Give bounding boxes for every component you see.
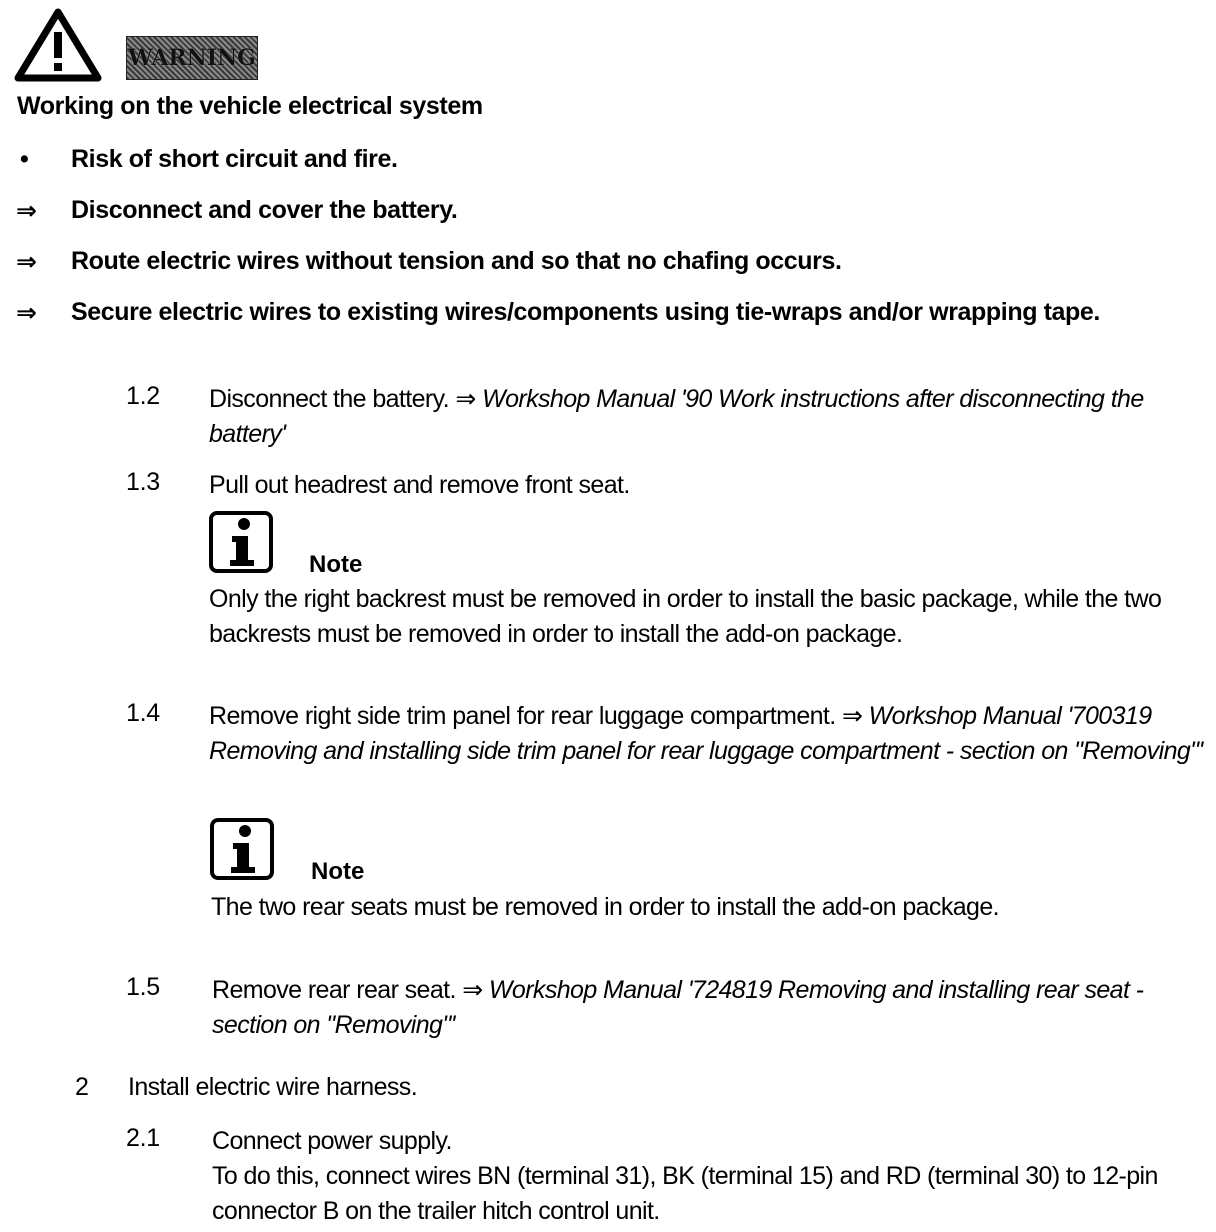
warning-item-text: Secure electric wires to existing wires/components using tie-wraps and/or wrapping tape. — [71, 298, 1100, 326]
step-body — [209, 699, 1214, 769]
step-text: Disconnect the battery. — [209, 385, 450, 413]
step-body — [209, 382, 1209, 452]
info-icon — [208, 510, 274, 574]
warning-item — [0, 145, 1216, 181]
workshop-manual-link[interactable]: ⇒ Workshop Manual '700319 Removing and installing side trim panel for rear luggage compartment - section on "Removing"' — [209, 702, 1203, 765]
workshop-manual-link[interactable]: ⇒ Workshop Manual '724819 Removing and installing rear seat - section on "Removing"' — [212, 976, 1144, 1039]
workshop-manual-link[interactable]: ⇒ Workshop Manual '90 Work instructions after disconnecting the battery' — [209, 385, 1144, 448]
arrow-icon: ⇒ — [16, 197, 37, 225]
step-number: 1.2 — [126, 382, 160, 410]
arrow-icon: ⇒ — [16, 248, 37, 276]
warning-item-text: Disconnect and cover the battery. — [71, 196, 458, 224]
step-number: 2.1 — [126, 1124, 160, 1152]
note-label: Note — [311, 858, 365, 885]
warning-badge-label: WARNING — [128, 45, 256, 71]
step-body — [212, 973, 1202, 1043]
step-number: 2 — [75, 1073, 89, 1101]
warning-item-text: Risk of short circuit and fire. — [71, 145, 398, 173]
step-body — [212, 1124, 1202, 1229]
info-icon — [209, 817, 275, 881]
note-text: The two rear seats must be removed in order to install the add-on package. — [211, 893, 999, 921]
step-number: 1.5 — [126, 973, 160, 1001]
step-2-text: Install electric wire harness. — [128, 1073, 418, 1101]
warning-triangle-icon — [14, 8, 102, 82]
warning-badge — [126, 36, 258, 80]
warning-item-text: Route electric wires without tension and so that no chafing occurs. — [71, 247, 842, 275]
bullet-icon: • — [20, 145, 29, 173]
step-text: Pull out headrest and remove front seat. — [209, 471, 630, 499]
warning-item — [0, 298, 1216, 334]
note-label: Note — [309, 551, 363, 578]
arrow-icon: ⇒ — [16, 299, 37, 327]
note-text: Only the right backrest must be removed in order to install the basic package, while the two backrests must be removed in order to install the add-on package. — [209, 585, 1162, 648]
step-detail: To do this, connect wires BN (terminal 31), BK (terminal 15) and RD (terminal 30) to 12-pin connector B on the trailer hitch control unit. — [212, 1162, 1158, 1225]
step-number: 1.4 — [126, 699, 160, 727]
warning-item — [0, 196, 1216, 232]
step-body — [209, 468, 1209, 503]
step-text: Connect power supply. — [212, 1127, 452, 1155]
warning-item — [0, 247, 1216, 283]
step-text: Remove rear rear seat. — [212, 976, 456, 1004]
step-number: 1.3 — [126, 468, 160, 496]
warning-heading: Working on the vehicle electrical system — [17, 92, 483, 120]
step-text: Remove right side trim panel for rear luggage compartment. — [209, 702, 836, 730]
